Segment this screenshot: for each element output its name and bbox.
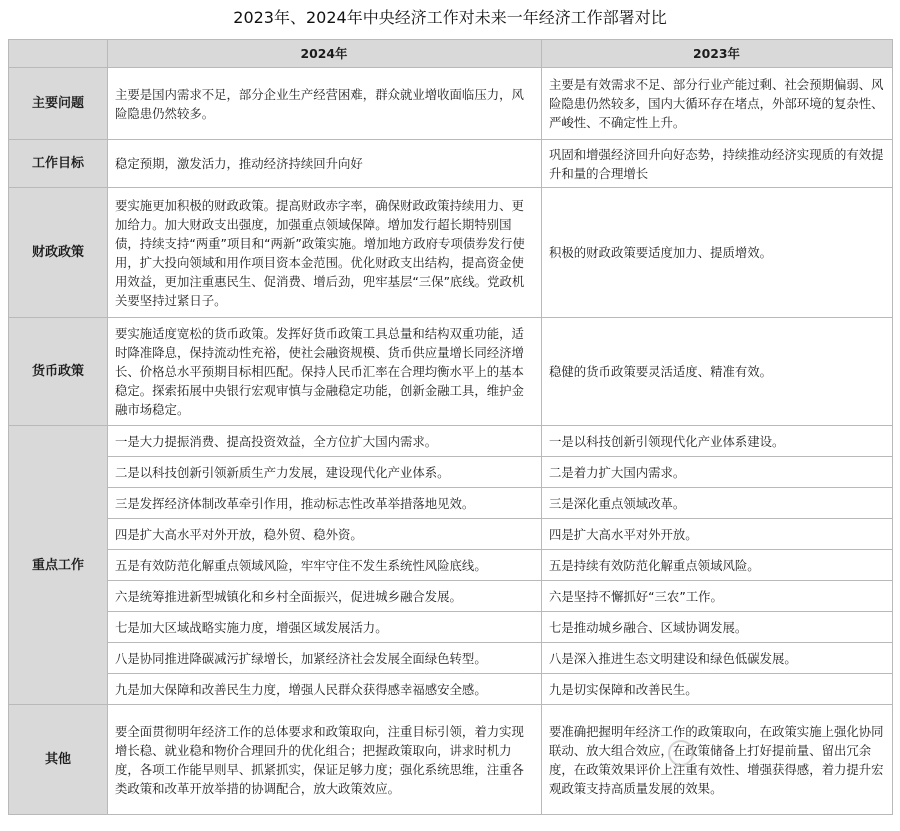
row-fiscal: [9, 188, 893, 318]
key-task-row: [9, 488, 893, 519]
row-label-problems: 主要问题: [9, 68, 108, 140]
key-task-2024: 七是加大区域战略实施力度，增强区域发展活力。: [108, 612, 542, 643]
header-corner: [9, 40, 108, 68]
key-task-2024: 六是统筹推进新型城镇化和乡村全面振兴，促进城乡融合发展。: [108, 581, 542, 612]
other-2023: 要准确把握明年经济工作的政策取向，在政策实施上强化协同联动、放大组合效应，在政策储备上打好提前量、留出冗余度，在政策效果评价上注重有效性、增强获得感，着力提升宏观政策支持高质量发展的效果。: [542, 705, 893, 815]
key-task-2024: 二是以科技创新引领新质生产力发展，建设现代化产业体系。: [108, 457, 542, 488]
key-task-row: [9, 426, 893, 457]
key-task-2024: 四是扩大高水平对外开放，稳外贸、稳外资。: [108, 519, 542, 550]
key-task-2023: 三是深化重点领域改革。: [542, 488, 893, 519]
key-task-2023: 八是深入推进生态文明建设和绿色低碳发展。: [542, 643, 893, 674]
goals-2024: 稳定预期，激发活力，推动经济持续回升向好: [108, 140, 542, 188]
row-label-key-tasks: 重点工作: [9, 426, 108, 705]
key-task-row: [9, 612, 893, 643]
fiscal-2023: 积极的财政政策要适度加力、提质增效。: [542, 188, 893, 318]
other-2024: 要全面贯彻明年经济工作的总体要求和政策取向，注重目标引领，着力实现增长稳、就业稳和物价合理回升的优化组合；把握政策取向，讲求时机力度，各项工作能早则早、抓紧抓实，保证足够力度；强化系统思维，注重各类政策和改革开放举措的协调配合，放大政策效应。: [108, 705, 542, 815]
row-label-goals: 工作目标: [9, 140, 108, 188]
key-task-2024: 八是协同推进降碳减污扩绿增长，加紧经济社会发展全面绿色转型。: [108, 643, 542, 674]
key-task-2024: 九是加大保障和改善民生力度，增强人民群众获得感幸福感安全感。: [108, 674, 542, 705]
row-other: [9, 705, 893, 815]
monetary-2024: 要实施适度宽松的货币政策。发挥好货币政策工具总量和结构双重功能，适时降准降息，保持流动性充裕，使社会融资规模、货币供应量增长同经济增长、价格总水平预期目标相匹配。保持人民币汇率在合理均衡水平上的基本稳定。探索拓展中央银行宏观审慎与金融稳定功能，创新金融工具，维护金融市场稳定。: [108, 318, 542, 426]
key-task-2024: 五是有效防范化解重点领域风险，牢牢守住不发生系统性风险底线。: [108, 550, 542, 581]
row-label-fiscal: 财政政策: [9, 188, 108, 318]
monetary-2023: 稳健的货币政策要灵活适度、精准有效。: [542, 318, 893, 426]
key-task-row: [9, 674, 893, 705]
key-task-2023: 五是持续有效防范化解重点领域风险。: [542, 550, 893, 581]
key-task-row: [9, 550, 893, 581]
comparison-table: [8, 39, 893, 815]
page-title: 2023年、2024年中央经济工作对未来一年经济工作部署对比: [233, 8, 667, 27]
key-task-2024: 一是大力提振消费、提高投资效益，全方位扩大国内需求。: [108, 426, 542, 457]
key-task-2023: 二是着力扩大国内需求。: [542, 457, 893, 488]
row-goals: [9, 140, 893, 188]
problems-2023: 主要是有效需求不足、部分行业产能过剩、社会预期偏弱、风险隐患仍然较多，国内大循环存在堵点，外部环境的复杂性、严峻性、不确定性上升。: [542, 68, 893, 140]
goals-2023: 巩固和增强经济回升向好态势，持续推动经济实现质的有效提升和量的合理增长: [542, 140, 893, 188]
key-task-row: [9, 519, 893, 550]
problems-2024: 主要是国内需求不足，部分企业生产经营困难，群众就业增收面临压力，风险隐患仍然较多。: [108, 68, 542, 140]
fiscal-2024: 要实施更加积极的财政政策。提高财政赤字率，确保财政政策持续用力、更加给力。加大财政支出强度，加强重点领域保障。增加发行超长期特别国债，持续支持“两重”项目和“两新”政策实施。增加地方政府专项债券发行使用，扩大投向领域和用作项目资本金范围。优化财政支出结构，提高资金使用效益，更加注重惠民生、促消费、增后劲，兜牢基层“三保”底线。党政机关要坚持过紧日子。: [108, 188, 542, 318]
key-task-2023: 四是扩大高水平对外开放。: [542, 519, 893, 550]
key-task-row: [9, 643, 893, 674]
key-task-2024: 三是发挥经济体制改革牵引作用，推动标志性改革举措落地见效。: [108, 488, 542, 519]
key-task-2023: 九是切实保障和改善民生。: [542, 674, 893, 705]
key-task-2023: 一是以科技创新引领现代化产业体系建设。: [542, 426, 893, 457]
key-task-row: [9, 457, 893, 488]
header-2024: 2024年: [108, 40, 542, 68]
row-label-other: 其他: [9, 705, 108, 815]
key-task-2023: 六是坚持不懈抓好“三农”工作。: [542, 581, 893, 612]
row-monetary: [9, 318, 893, 426]
key-task-row: [9, 581, 893, 612]
header-row: [9, 40, 893, 68]
header-2023: 2023年: [542, 40, 893, 68]
row-problems: [9, 68, 893, 140]
row-label-monetary: 货币政策: [9, 318, 108, 426]
key-task-2023: 七是推动城乡融合、区域协调发展。: [542, 612, 893, 643]
